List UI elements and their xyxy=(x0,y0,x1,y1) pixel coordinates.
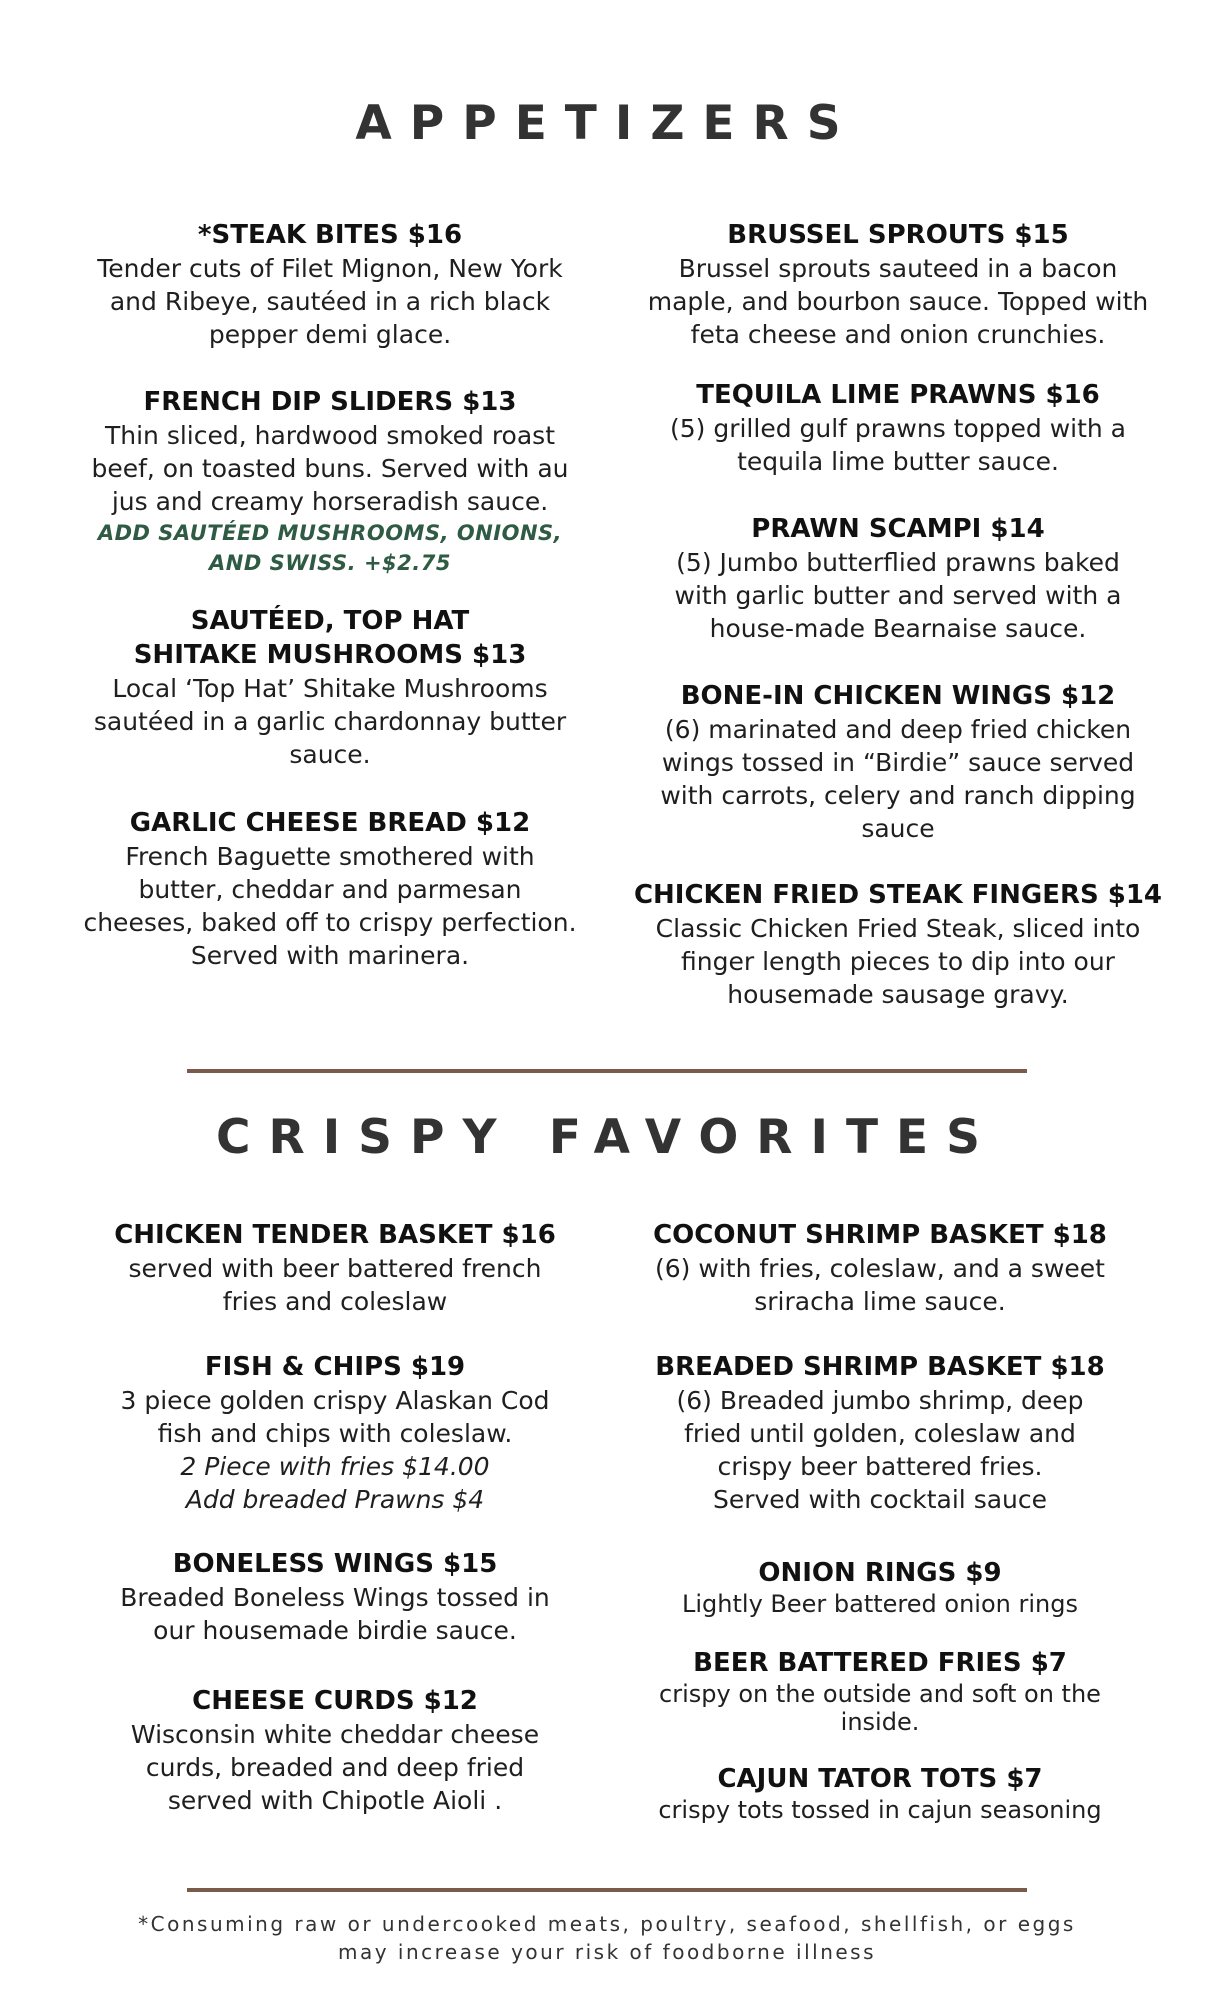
item-desc: tequila lime butter sauce. xyxy=(737,447,1059,476)
item-desc: wings tossed in “Birdie” sauce served xyxy=(661,748,1135,777)
item-option: 2 Piece with fries $14.00 xyxy=(180,1452,490,1481)
item-desc: Served with marinera. xyxy=(190,941,470,970)
item-desc: crispy on the outside and soft on the xyxy=(659,1680,1101,1708)
item-name: FISH & CHIPS $19 xyxy=(204,1352,466,1382)
item-desc: fish and chips with coleslaw. xyxy=(157,1419,513,1448)
crispy-right-column xyxy=(620,0,1140,1850)
item-desc: sauce. xyxy=(289,740,371,769)
menu-item-chicken-tender-basket xyxy=(80,1218,590,1318)
item-addon: ADD SAUTÉED MUSHROOMS, ONIONS, xyxy=(97,521,563,545)
crispy-left-column xyxy=(80,0,590,1850)
item-name: COCONUT SHRIMP BASKET $18 xyxy=(653,1220,1107,1250)
disclaimer-line: *Consuming raw or undercooked meats, poultry, seafood, shellfish, or eggs xyxy=(138,1912,1076,1936)
item-name: GARLIC CHEESE BREAD $12 xyxy=(129,808,531,838)
item-desc: crispy tots tossed in cajun seasoning xyxy=(658,1796,1102,1824)
menu-item-beer-battered-fries xyxy=(620,1646,1140,1736)
crispy-favorites-heading: CRISPY FAVORITES xyxy=(216,1110,998,1165)
menu-item-onion-rings xyxy=(620,1556,1140,1618)
item-option: Add breaded Prawns $4 xyxy=(185,1485,485,1514)
item-desc: sriracha lime sauce. xyxy=(754,1287,1006,1316)
item-name: BREADED SHRIMP BASKET $18 xyxy=(655,1352,1105,1382)
health-disclaimer xyxy=(0,1910,1214,1966)
item-name: BONE-IN CHICKEN WINGS $12 xyxy=(680,681,1116,711)
footer-divider xyxy=(187,1888,1027,1892)
item-desc: Tender cuts of Filet Mignon, New York xyxy=(97,254,563,283)
item-name: PRAWN SCAMPI $14 xyxy=(751,514,1045,544)
item-name: ONION RINGS $9 xyxy=(758,1558,1002,1588)
appetizers-heading: APPETIZERS xyxy=(355,96,859,151)
menu-item-breaded-shrimp-basket xyxy=(620,1350,1140,1516)
item-name: BEER BATTERED FRIES $7 xyxy=(693,1648,1067,1678)
item-desc: and Ribeye, sautéed in a rich black xyxy=(109,287,551,316)
item-desc: Served with cocktail sauce xyxy=(712,1485,1048,1514)
item-desc: with garlic butter and served with a xyxy=(674,581,1122,610)
item-desc: (6) marinated and deep fried chicken xyxy=(664,715,1132,744)
item-desc: beef, on toasted buns. Served with au xyxy=(91,454,569,483)
item-desc: served with Chipotle Aioli . xyxy=(167,1786,503,1815)
disclaimer-line: may increase your risk of foodborne illness xyxy=(337,1940,877,1964)
item-desc: French Baguette smothered with xyxy=(125,842,535,871)
item-desc: served with beer battered french xyxy=(128,1254,542,1283)
menu-item-boneless-wings xyxy=(80,1547,590,1647)
item-desc: Wisconsin white cheddar cheese xyxy=(130,1720,540,1749)
item-name: SHITAKE MUSHROOMS $13 xyxy=(133,640,527,670)
item-desc: our housemade birdie sauce. xyxy=(153,1616,517,1645)
menu-item-cajun-tator-tots xyxy=(620,1762,1140,1824)
item-name: BONELESS WINGS $15 xyxy=(172,1549,498,1579)
item-desc: sautéed in a garlic chardonnay butter xyxy=(93,707,567,736)
item-desc: fries and coleslaw xyxy=(222,1287,448,1316)
item-desc: curds, breaded and deep fried xyxy=(145,1753,525,1782)
item-desc: maple, and bourbon sauce. Topped with xyxy=(647,287,1149,316)
item-desc: Classic Chicken Fried Steak, sliced into xyxy=(655,914,1141,943)
item-desc: 3 piece golden crispy Alaskan Cod xyxy=(120,1386,550,1415)
menu-item-coconut-shrimp-basket xyxy=(620,1218,1140,1318)
menu-item-cheese-curds xyxy=(80,1684,590,1817)
menu-item-fish-and-chips xyxy=(80,1350,590,1516)
item-desc: housemade sausage gravy. xyxy=(727,980,1069,1009)
item-desc: Brussel sprouts sauteed in a bacon xyxy=(678,254,1118,283)
item-desc: jus and creamy horseradish sauce. xyxy=(111,487,549,516)
item-name: CAJUN TATOR TOTS $7 xyxy=(717,1764,1043,1794)
item-desc: Local ‘Top Hat’ Shitake Mushrooms xyxy=(112,674,548,703)
item-desc: feta cheese and onion crunchies. xyxy=(690,320,1106,349)
item-desc: butter, cheddar and parmesan xyxy=(138,875,522,904)
item-desc: sauce xyxy=(861,814,935,843)
item-name: CHICKEN FRIED STEAK FINGERS $14 xyxy=(633,880,1163,910)
item-desc: (5) grilled gulf prawns topped with a xyxy=(669,414,1127,443)
item-desc: Lightly Beer battered onion rings xyxy=(682,1590,1078,1618)
item-desc: cheeses, baked off to crispy perfection. xyxy=(83,908,577,937)
item-desc: (5) Jumbo butterflied prawns baked xyxy=(676,548,1120,577)
item-name: SAUTÉED, TOP HAT xyxy=(190,606,470,636)
item-desc: (6) with fries, coleslaw, and a sweet xyxy=(655,1254,1105,1283)
item-desc: crispy beer battered fries. xyxy=(717,1452,1043,1481)
item-desc: fried until golden, coleslaw and xyxy=(684,1419,1076,1448)
item-desc: inside. xyxy=(840,1708,920,1736)
item-desc: Breaded Boneless Wings tossed in xyxy=(120,1583,550,1612)
item-desc: (6) Breaded jumbo shrimp, deep xyxy=(676,1386,1084,1415)
item-addon: AND SWISS. +$2.75 xyxy=(209,551,451,575)
item-name: CHICKEN TENDER BASKET $16 xyxy=(114,1220,556,1250)
item-name: CHEESE CURDS $12 xyxy=(192,1686,478,1716)
item-name: *STEAK BITES $16 xyxy=(197,220,463,250)
item-desc: finger length pieces to dip into our xyxy=(681,947,1115,976)
item-desc: house-made Bearnaise sauce. xyxy=(709,614,1087,643)
item-name: TEQUILA LIME PRAWNS $16 xyxy=(696,380,1100,410)
item-name: FRENCH DIP SLIDERS $13 xyxy=(143,387,517,417)
item-name: BRUSSEL SPROUTS $15 xyxy=(727,220,1069,250)
item-desc: with carrots, celery and ranch dipping xyxy=(660,781,1136,810)
item-desc: pepper demi glace. xyxy=(208,320,452,349)
item-desc: Thin sliced, hardwood smoked roast xyxy=(104,421,555,450)
